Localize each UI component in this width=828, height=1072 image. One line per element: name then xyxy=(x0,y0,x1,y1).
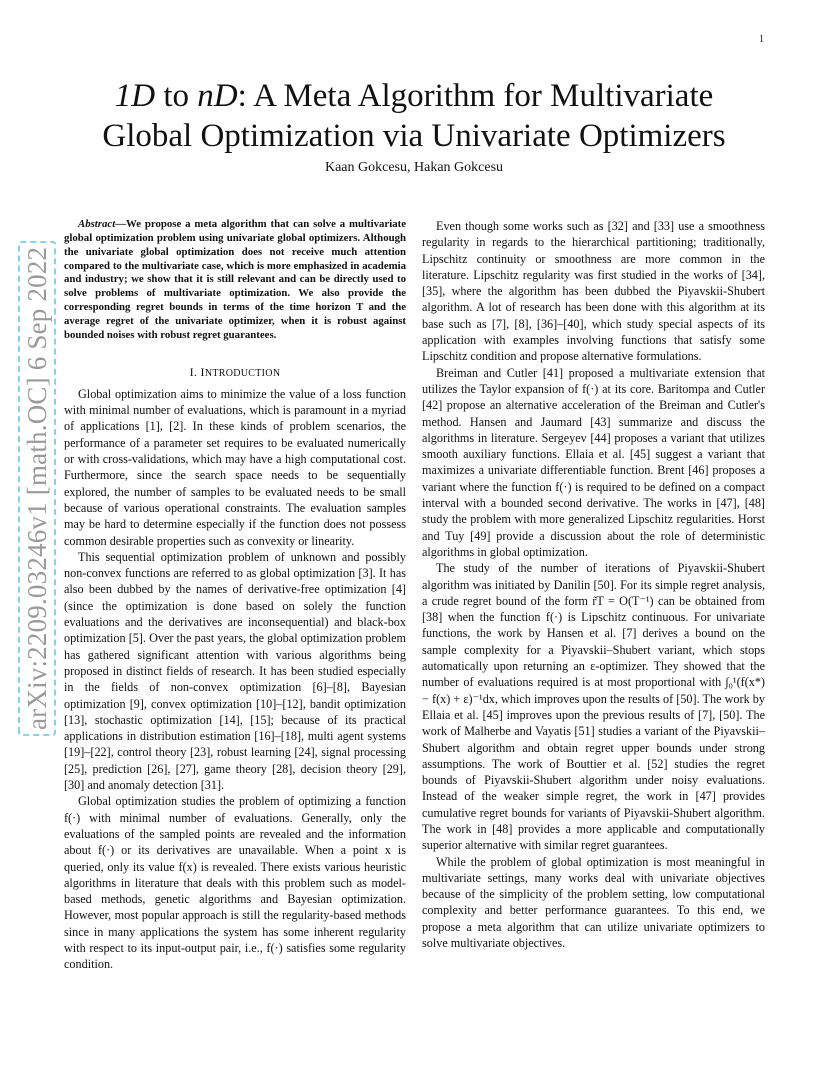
body-paragraph: The study of the number of iterations of Piyavskii-Shubert algorithm was initiated by Danilin [50]. For its simple regret analysis, a crude regret bound of the form r̃T = O(T⁻¹) can be obtained from [38] when the function f(·) is Lipschitz continuous. For univariate functions, the work by Hansen et al. [7] derives a bound on the sample complexity for a Piyavskii–Shubert variant, which stops automatically upon returning an ε-optimizer. They showed that the number of evaluations required is at most proportional with ∫₀¹(f(x*) − f(x) + ε)⁻¹dx, which improves upon the results of [50]. The work by Ellaia et al. [45] improves upon the previous results of [7], [50]. The work of Malherbe and Vayatis [51] studies a variant of the Piyavskii–Shubert algorithm and obtain regret upper bounds under strong assumptions. The work of Bouttier et al. [52] studies the regret bounds of Piyavskii-Shubert algorithm under noisy evaluations. Instead of the weaker simple regret, the work in [47] provides cumulative regret bounds for variants of Piyavskii-Shubert algorithm. The work in [48] provides a more applicable and computationally superior alternative with similar regret guarantees. xyxy=(422,561,765,853)
body-paragraph: Global optimization aims to minimize the value of a loss function with minimal number of evaluations, which is paramount in a myriad of applications [1], [2]. In these kinds of problem scenarios, the performance of a parameter set requires to be evaluated numerically or with cross-validations, which may have a high computational cost. Furthermore, since the search space needs to be sequentially explored, the number of samples to be evaluated needs to be small because of various operational constraints. The evaluation samples may be hard to determine especially if the function does not possess common desirable properties such as convexity or linearity. xyxy=(64,386,406,548)
body-paragraph: Even though some works such as [32] and [33] use a smoothness regularity in regards to the hierarchical partitioning; traditionally, Lipschitz continuity or smoothness are more common in the literature. Lipschitz regularity was first studied in the works of [34], [35], where the algorithm has been dubbed the Piyavskii-Shubert algorithm. A lot of research has been done with this algorithm at its base such as [7], [8], [36]–[40], which study special aspects of its application with examples involving functions that satisfy some Lipschitz condition and propose alternative formulations. xyxy=(422,219,765,364)
body-paragraph: This sequential optimization problem of unknown and possibly non-convex functions are referred to as global optimization [3]. It has also been dubbed by the names of derivative-free optimization [4] (since the optimization is done based on solely the function evaluations and the derivatives are inconsequential) and black-box optimization [5]. Over the past years, the global optimization problem has gathered significant attention with various algorithms being proposed in distinct fields of research. It has been studied especially in the fields of non-convex optimization [6]–[8], Bayesian optimization [9], convex optimization [10]–[12], bandit optimization [13], stochastic optimization [14], [15]; because of its practical applications in distribution estimation [16]–[18], multi agent systems [19]–[22], control theory [23], robust learning [24], signal processing [25], prediction [26], [27], game theory [28], decision theory [29], [30] and anomaly detection [31]. xyxy=(64,549,406,793)
paper-title xyxy=(0,76,828,156)
title-text-to: to xyxy=(155,78,198,114)
author-list: Kaan Gokcesu, Hakan Gokcesu xyxy=(324,160,504,175)
title-text-rest: : A Meta Algorithm for Multivariate xyxy=(237,78,714,114)
body-paragraph: Global optimization studies the problem of optimizing a function f(·) with minimal number of evaluations. Generally, only the evaluations of the sampled points are revealed and the information about f(·) or its derivatives are unavailable. When a point x is queried, only its value f(x) is revealed. There exists various heuristic algorithms in literature that deals with this problem such as model-based methods, genetic algorithms and Bayesian optimization. However, most popular approach is still the regularity-based methods since in many applications the system has some inherent regularity with respect to its input-output pair, i.e., f(·) satisfies some regularity condition. xyxy=(64,794,406,972)
title-line-1 xyxy=(0,76,828,116)
title-math-1d: 1D xyxy=(114,78,156,114)
right-column xyxy=(422,218,765,951)
section-heading-introduction xyxy=(64,364,406,382)
body-paragraph: While the problem of global optimization is most meaningful in multivariate settings, many works deal with univariate objectives because of the simplicity of the problem setting, low computational complexity and better performance guarantees. To this end, we propose a meta algorithm that can utilize univariate optimizers to solve multivariate objectives. xyxy=(422,854,765,951)
abstract xyxy=(64,218,406,343)
arxiv-identifier-stamp[interactable]: arXiv:2209.03246v1 [math.OC] 6 Sep 2022 xyxy=(18,241,56,736)
title-line-2: Global Optimization via Univariate Optimizers xyxy=(102,118,726,154)
section-numeral: I. xyxy=(189,364,201,379)
abstract-label: Abstract xyxy=(78,218,116,230)
left-column xyxy=(64,218,406,973)
section-title-rest: NTRODUCTION xyxy=(204,367,281,379)
page-number: 1 xyxy=(759,34,764,45)
section-title-first: I xyxy=(200,364,205,379)
title-math-nd: nD xyxy=(197,78,238,114)
body-paragraph: Breiman and Cutler [41] proposed a multivariate extension that utilizes the Taylor expansion of f(·) at its core. Baritompa and Cutler [42] propose an alternative acceleration of the Breiman and Cutler's method. Hansen and Jaumard [43] summarize and discuss the algorithms in literature. Sergeyev [44] proposes a variant that utilizes smooth auxiliary functions. Ellaia et al. [45] suggest a variant that maximizes a univariate differentiable function. Brent [46] proposes a variant where the function f(·) is required to be defined on a compact interval with a bounded second derivative. The works in [47], [48] study the problem with more generalized Lipschitz regularities. Horst and Tuy [49] provide a discussion about the role of deterministic algorithms in global optimization. xyxy=(422,365,765,559)
abstract-text: —We propose a meta algorithm that can solve a multivariate global optimization problem using univariate global optimizers. Although the univariate global optimization does not receive much attention compared to the multivariate case, which is more emphasized in academia and industry; we show that it is still relevant and can be directly used to solve problems of multivariate optimization. We also provide the corresponding regret bounds in terms of the time horizon T and the average regret of the univariate optimizer, when it is robust against bounded noises with robust regret guarantees. xyxy=(64,218,406,341)
